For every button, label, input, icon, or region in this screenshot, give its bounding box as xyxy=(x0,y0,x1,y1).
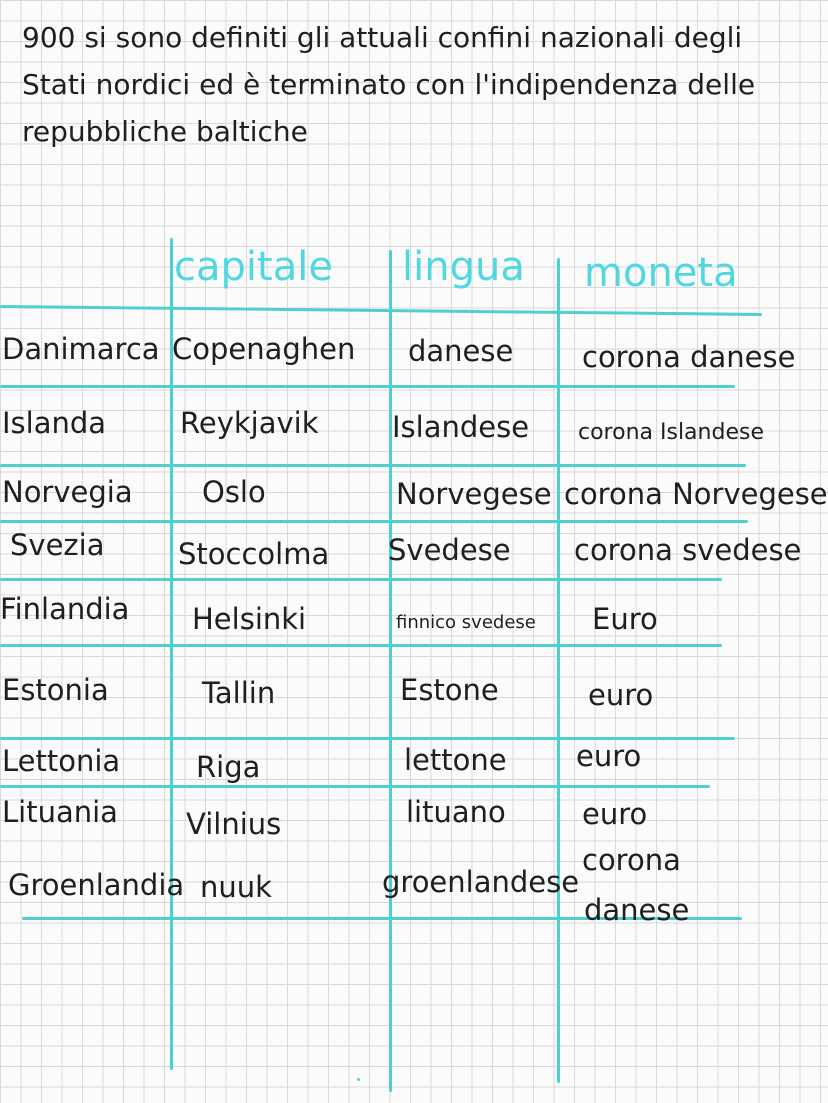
cell-currency: corona Norvegese xyxy=(564,477,828,511)
cell-capital: Stoccolma xyxy=(178,537,330,571)
cell-country: Lettonia xyxy=(2,744,121,778)
cell-capital: Copenaghen xyxy=(172,332,356,366)
cell-country: Danimarca xyxy=(2,332,160,366)
row-rule xyxy=(0,578,722,581)
header-moneta: moneta xyxy=(584,250,738,296)
cell-language: danese xyxy=(408,334,514,368)
cell-language: Estone xyxy=(400,673,499,707)
cell-language: Svedese xyxy=(388,533,511,567)
intro-line: Stati nordici ed è terminato con l'indipendenza delle xyxy=(22,68,756,101)
cell-currency: corona danese xyxy=(582,340,796,374)
row-rule xyxy=(0,464,746,467)
row-rule xyxy=(0,644,722,647)
intro-line: repubbliche baltiche xyxy=(22,115,308,148)
cell-country: Svezia xyxy=(10,528,105,562)
row-rule xyxy=(0,385,735,388)
cell-capital: Riga xyxy=(196,750,261,784)
intro-paragraph xyxy=(22,14,812,155)
cell-country: Estonia xyxy=(2,673,109,707)
cell-capital: Reykjavik xyxy=(180,406,319,440)
cell-language: groenlandese xyxy=(382,865,580,899)
cell-currency: corona Islandese xyxy=(578,420,764,445)
header-capitale: capitale xyxy=(174,244,333,290)
cell-capital: Oslo xyxy=(202,475,266,509)
cell-capital: Vilnius xyxy=(186,807,282,841)
intro-line: 900 si sono definiti gli attuali confini nazionali degli xyxy=(22,21,743,54)
cell-currency: Euro xyxy=(592,602,658,636)
column-divider xyxy=(389,250,392,1092)
header-lingua: lingua xyxy=(402,244,525,290)
cell-language: Norvegese xyxy=(396,477,552,511)
cell-country: Norvegia xyxy=(2,475,133,509)
cell-language: lettone xyxy=(404,743,507,777)
cell-capital: Helsinki xyxy=(192,602,307,636)
ink-dot xyxy=(357,1078,360,1081)
cell-country: Finlandia xyxy=(0,592,130,626)
header-rule xyxy=(0,305,762,316)
cell-capital: nuuk xyxy=(200,870,272,904)
column-divider xyxy=(557,258,560,1083)
row-rule xyxy=(0,520,748,523)
cell-language: lituano xyxy=(406,795,506,829)
cell-country: Lituania xyxy=(2,795,118,829)
cell-language: finnico svedese xyxy=(396,612,536,633)
cell-language: Islandese xyxy=(392,410,530,444)
cell-currency-line: danese xyxy=(584,893,690,927)
cell-country: Groenlandia xyxy=(8,868,185,902)
cell-currency: euro xyxy=(576,739,642,773)
cell-capital: Tallin xyxy=(202,676,276,710)
cell-country: Islanda xyxy=(2,406,107,440)
cell-currency: corona svedese xyxy=(574,533,802,567)
cell-currency: euro xyxy=(582,797,648,831)
cell-currency-line: corona xyxy=(582,843,681,877)
row-rule xyxy=(0,785,710,788)
cell-currency: euro xyxy=(588,678,654,712)
